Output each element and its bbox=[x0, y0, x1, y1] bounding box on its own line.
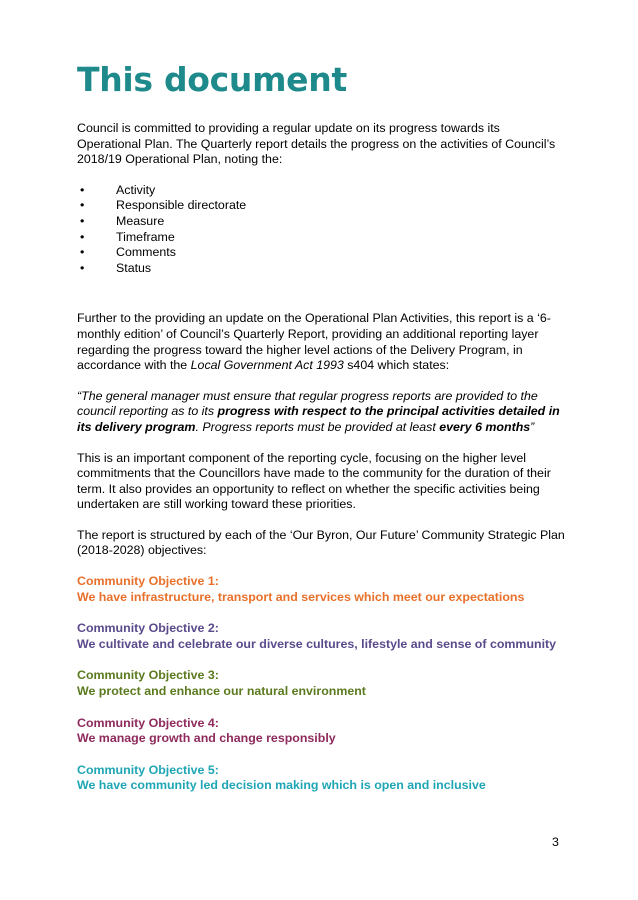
delivery-program-text: Further to the providing an update on the Operational Plan Activities, this report is a ‘6-monthly edition’ of Council’s Quarterly Report, providing an additional reporting layer regarding the progress toward the higher level actions of the Delivery Program, in accordance with the bbox=[77, 311, 551, 373]
community-objective-4 bbox=[77, 716, 567, 747]
quote-close: ” bbox=[530, 419, 535, 434]
quote-text: “The general manager must ensure that regular progress reports are provided to the council reporting as to its bbox=[77, 388, 538, 419]
document-body bbox=[77, 121, 567, 810]
bullet-icon: • bbox=[80, 182, 85, 197]
community-objective-2 bbox=[77, 621, 567, 652]
objective-heading: Community Objective 2: bbox=[77, 621, 219, 636]
reporting-cycle-paragraph: This is an important component of the reporting cycle, focusing on the higher level commitments that the Councillors have made to the community for the duration of their term. It also provides an opportunity to reflect on whether the specific activities being undertaken are still working toward these priorities. bbox=[77, 450, 551, 512]
list-item bbox=[77, 214, 567, 230]
list-item-label: Activity bbox=[116, 182, 156, 197]
page-title: This document bbox=[77, 60, 347, 99]
delivery-program-text-end: s404 which states: bbox=[343, 358, 450, 373]
community-objective-3 bbox=[77, 668, 567, 699]
list-item-label: Status bbox=[116, 260, 152, 275]
bullet-icon: • bbox=[80, 229, 85, 244]
structure-paragraph: The report is structured by each of the ‘Our Byron, Our Future’ Community Strategic Plan (2018-2028) objectives: bbox=[77, 527, 565, 558]
delivery-program-paragraph bbox=[77, 311, 567, 373]
objective-text: We manage growth and change responsibly bbox=[77, 731, 336, 746]
quote-emphasis: progress with respect to the principal activities detailed in its delivery program bbox=[77, 404, 560, 434]
page-number: 3 bbox=[552, 835, 559, 849]
list-item bbox=[77, 183, 567, 199]
objective-heading: Community Objective 1: bbox=[77, 574, 219, 589]
objective-text: We protect and enhance our natural environment bbox=[77, 684, 366, 699]
objective-text: We cultivate and celebrate our diverse cultures, lifestyle and sense of community bbox=[77, 636, 557, 651]
list-item-label: Timeframe bbox=[116, 229, 175, 244]
list-item bbox=[77, 245, 567, 261]
intro-paragraph: Council is committed to providing a regular update on its progress towards its Operational Plan. The Quarterly report details the progress on the activities of Council’s 2018/19 Operational Plan, noting the: bbox=[77, 121, 556, 167]
list-item bbox=[77, 261, 567, 277]
quote-emphasis-2: every 6 months bbox=[439, 419, 531, 434]
objective-heading: Community Objective 3: bbox=[77, 668, 219, 683]
list-item-label: Responsible directorate bbox=[116, 198, 247, 213]
bullet-icon: • bbox=[80, 245, 85, 260]
list-item bbox=[77, 230, 567, 246]
list-item bbox=[77, 198, 567, 214]
objective-heading: Community Objective 5: bbox=[77, 762, 219, 777]
objective-heading: Community Objective 4: bbox=[77, 715, 219, 730]
community-objective-5 bbox=[77, 763, 567, 794]
act-reference: Local Government Act 1993 bbox=[190, 358, 344, 373]
community-objective-1 bbox=[77, 574, 567, 605]
objective-text: We have infrastructure, transport and services which meet our expectations bbox=[77, 589, 525, 604]
list-item-label: Measure bbox=[116, 213, 165, 228]
bullet-icon: • bbox=[80, 213, 85, 228]
bullet-icon: • bbox=[80, 260, 85, 275]
act-quote bbox=[77, 389, 567, 436]
noting-list bbox=[77, 183, 567, 277]
bullet-icon: • bbox=[80, 198, 85, 213]
list-item-label: Comments bbox=[116, 245, 176, 260]
objective-text: We have community led decision making which is open and inclusive bbox=[77, 778, 486, 793]
quote-text-2: . Progress reports must be provided at least bbox=[195, 419, 440, 434]
